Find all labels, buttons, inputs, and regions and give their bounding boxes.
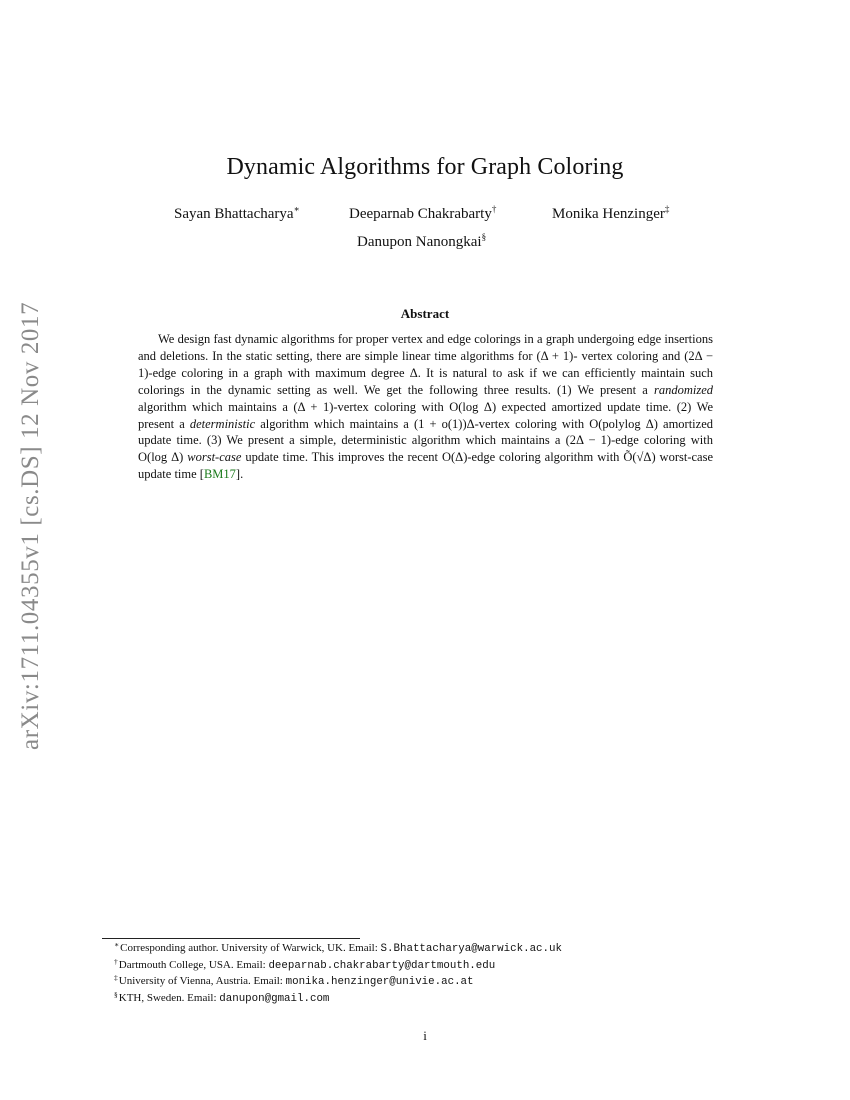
footnote-text: University of Vienna, Austria. Email: (118, 975, 286, 987)
footnote-mark: † (114, 956, 118, 966)
footnote (102, 974, 742, 991)
footnote-email[interactable]: danupon@gmail.com (219, 992, 330, 1005)
footnote-email[interactable]: S.Bhattacharya@warwick.ac.uk (380, 943, 562, 955)
abstract-text-run: ]. (235, 467, 244, 482)
footnotes (102, 941, 742, 1007)
abstract-text-run: algorithm which maintains a (1 + o(1))Δ-vertex coloring with O(polylog Δ) amortized update time. (3) We present a simple, deterministic algorithm which maintains a (2Δ − 1)-edge coloring with O(log Δ) (138, 416, 713, 465)
author-name: Monika Henzinger (552, 206, 665, 222)
author-name: Deeparnab Chakrabarty (349, 206, 492, 222)
abstract-text-run: We design fast dynamic algorithms for proper vertex and edge colorings in a graph undergoing edge insertions and deletions. In the static setting, there are simple linear time algorithms for (Δ + 1)- vertex coloring and (2Δ − 1)-edge coloring in a graph with maximum degree Δ. It is natural to ask if we can efficiently maintain such colorings in the dynamic setting as well. We get the following three results. (1) We present a (138, 332, 713, 397)
abstract-emphasis: worst-case (187, 450, 242, 465)
footnote-email[interactable]: monika.henzinger@univie.ac.at (285, 976, 474, 988)
author-footnote-mark[interactable]: § (481, 232, 487, 242)
page-number: i (423, 1028, 427, 1043)
author (349, 204, 496, 224)
abstract-text-run: update time. This improves the recent O(Δ)-edge coloring algorithm with Õ(√Δ) worst-case update time [ (138, 450, 713, 482)
author-footnote-mark[interactable]: † (491, 204, 497, 214)
author (357, 232, 486, 252)
author (552, 204, 669, 224)
footnote-email[interactable]: deeparnab.chakrabarty@dartmouth.edu (268, 959, 496, 972)
footnote-text: KTH, Sweden. Email: (118, 991, 220, 1004)
author-name: Danupon Nanongkai (357, 234, 482, 250)
arxiv-identifier-text: arXiv:1711.04355v1 [cs.DS] 12 Nov 2017 (17, 301, 44, 750)
author-footnote-mark[interactable]: ∗ (293, 204, 300, 214)
arxiv-identifier-stamp (12, 262, 52, 750)
footnote-mark: ∗ (114, 940, 120, 949)
footnote-divider (102, 938, 360, 939)
citation-link[interactable]: BM17 (203, 467, 236, 482)
abstract-emphasis: randomized (653, 382, 713, 397)
footnote-mark: ‡ (114, 973, 118, 982)
footnote (102, 958, 742, 975)
footnote-mark: § (114, 989, 118, 999)
author-footnote-mark[interactable]: ‡ (664, 204, 670, 214)
abstract-text (138, 331, 713, 483)
abstract-heading: Abstract (400, 306, 450, 321)
author (174, 204, 300, 224)
abstract-emphasis: deterministic (189, 416, 256, 431)
abstract-text-run: algorithm which maintains a (Δ + 1)-vertex coloring with O(log Δ) expected amortized update time. (2) We present a (138, 399, 713, 431)
footnote (102, 991, 742, 1008)
footnote-text: Dartmouth College, USA. Email: (118, 958, 269, 971)
author-name: Sayan Bhattacharya (174, 206, 294, 222)
footnote-text: Corresponding author. University of Warwick, UK. Email: (120, 942, 381, 954)
paper-title: Dynamic Algorithms for Graph Coloring (226, 154, 624, 180)
footnote (102, 941, 742, 958)
